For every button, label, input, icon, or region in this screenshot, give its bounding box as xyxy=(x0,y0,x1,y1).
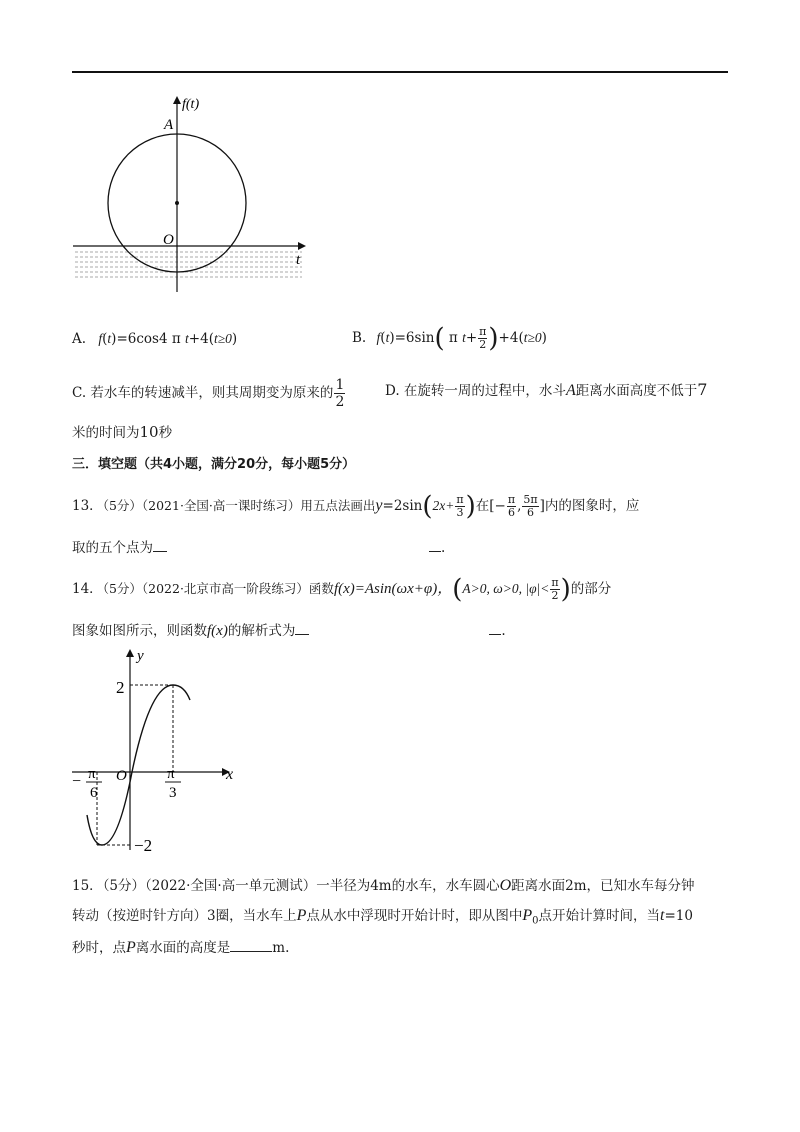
q15-line-1-var: O xyxy=(499,877,512,894)
q13-text-after: ]内的图象时，应 xyxy=(539,498,640,514)
option-d-num2: 10 xyxy=(139,423,159,441)
q14-line-2-end: . xyxy=(501,623,506,639)
option-d-num: 7 xyxy=(697,380,708,399)
q13-int-b xyxy=(522,494,538,519)
y-axis-arrow xyxy=(126,649,134,657)
q14-number: 14． xyxy=(72,581,103,597)
q15-line-2-d: =10 xyxy=(664,908,693,924)
option-b-prefix: B. xyxy=(352,330,367,346)
option-c-frac-num: 1 xyxy=(335,377,345,393)
q14-meta: （5分）（2022·北京市高一阶段练习）函数 xyxy=(102,581,334,596)
option-d-var: A xyxy=(565,382,576,399)
water-wheel-figure xyxy=(70,92,320,297)
point-a-label: A xyxy=(164,117,174,133)
q15-line-1 xyxy=(72,876,695,896)
q13-meta: （5分）（2021·全国·高一课时练习）用五点法画出 xyxy=(102,498,376,513)
q15-line-3-b: 离水面的高度是 xyxy=(135,940,231,956)
sine-graph-figure xyxy=(70,645,250,860)
q15-line-2-sub: 0 xyxy=(532,915,539,927)
q15-line-3-c: m. xyxy=(272,940,290,956)
q13-line-2-end: . xyxy=(441,540,446,556)
q14-line-1: 14．（5分）（2022·北京市高一阶段练习）函数f(x)=Asin(ωx+φ)，(A>0, ω>0, |φ|< $\frac{\pi}{2}$ )的部分 xyxy=(72,574,612,605)
q14-line-2-func: f(x) xyxy=(207,623,228,639)
x-right-den: 3 xyxy=(169,785,177,801)
water-hatching xyxy=(75,252,302,277)
q13-int-a-num: π xyxy=(507,493,516,506)
q14-line-2-a: 图象如图所示，则函数 xyxy=(72,623,207,639)
q13-int-b-num: 5π xyxy=(523,493,538,506)
q13-answer-blank-2[interactable] xyxy=(429,551,441,552)
q14-cond-frac xyxy=(550,577,559,602)
q13-int-a-den: 6 xyxy=(507,506,515,519)
q13-frac xyxy=(455,494,464,519)
header-rule xyxy=(72,71,728,73)
q15-answer-blank[interactable] xyxy=(230,951,272,952)
q14-func: f(x)=Asin(ωx+φ)， xyxy=(333,581,453,597)
option-d-text-4: 秒 xyxy=(158,425,173,441)
q14-answer-blank-1[interactable] xyxy=(295,634,309,635)
q13-int-a-sign: − xyxy=(494,498,506,514)
t-axis-label: t xyxy=(296,252,301,268)
option-a-prefix: A. xyxy=(72,331,87,347)
q14-text-after: 的部分 xyxy=(570,581,612,597)
q15-line-2-c: 点开始计算时间，当 xyxy=(538,908,661,924)
origin-label: O xyxy=(116,768,127,784)
option-a-arg: t xyxy=(107,331,112,346)
option-a-t: t xyxy=(185,331,189,346)
q15-line-2-var2: P xyxy=(522,907,533,924)
q13-number: 13． xyxy=(72,498,103,514)
option-c-text: C. 若水车的转速减半，则其周期变为原来的 xyxy=(72,385,334,401)
option-b-pi: π xyxy=(448,330,458,346)
q15-line-2-a: 转动（按逆时针方向）3圈，当水车上 xyxy=(72,908,297,924)
sine-curve xyxy=(87,685,190,845)
q13-int-b-den: 6 xyxy=(527,506,534,519)
q14-line-2-b: 的解析式为 xyxy=(227,623,296,639)
f-axis-label: f(t) xyxy=(182,97,200,112)
q15-line-3-a: 秒时，点 xyxy=(72,940,126,956)
option-b-eq: =6sin xyxy=(394,330,435,346)
option-b-plus-frac: + xyxy=(465,330,478,346)
q14-cond-num: π xyxy=(551,576,559,589)
option-b-plus: +4 xyxy=(498,330,519,346)
option-c xyxy=(72,377,346,410)
y-axis-label: y xyxy=(137,648,144,664)
q15-line-3-var: P xyxy=(126,939,136,956)
q15-line-2-b: 点从水中浮现时开始计时，即从图中 xyxy=(306,908,523,924)
q13-answer-blank-1[interactable] xyxy=(153,551,167,552)
q13-line-1: 13．（5分）（2021·全国·高一课时练习）用五点法画出y=2sin(2x+ $\frac{\pi}{3}$ )在[− $\frac{\pi}{6}$ , $\frac{5\pi}{6}$ ]内的图象时，应 xyxy=(72,491,640,522)
y-max-label: 2 xyxy=(116,678,125,697)
y-min-label: −2 xyxy=(134,836,153,855)
option-a: A. f(t)=6cos4 π t+4(t≥0) xyxy=(72,331,238,347)
option-a-plus: +4 xyxy=(188,331,209,347)
option-b-fn: f xyxy=(376,330,381,345)
q13-int-sep: , xyxy=(517,498,522,514)
q14-answer-blank-2[interactable] xyxy=(489,634,501,635)
q13-text-in: 在[ xyxy=(475,498,495,514)
section-3-title: 三．填空题（共4小题，满分20分，每小题5分） xyxy=(72,457,356,472)
option-b-frac-num: π xyxy=(479,325,487,338)
x-right-num: π xyxy=(167,766,175,782)
option-d-text-1: D. 在旋转一周的过程中，水斗 xyxy=(385,383,566,399)
option-d-text-3: 米的时间为 xyxy=(72,425,140,441)
q13-line-2-text: 取的五个点为 xyxy=(72,540,153,556)
option-a-eq: =6cos4 xyxy=(116,331,168,347)
option-b-arg: t xyxy=(385,330,390,345)
option-d-text-2: 距离水面高度不低于 xyxy=(575,383,698,399)
x-left-sign: − xyxy=(72,773,82,790)
q13-func-inner: 2x+ xyxy=(432,498,455,513)
option-a-cond: t≥0 xyxy=(213,331,232,346)
q13-frac-den: 3 xyxy=(456,506,464,519)
center-dot xyxy=(175,201,179,205)
q14-cond: A>0, ω>0, |φ|< xyxy=(462,581,550,596)
q13-int-a xyxy=(507,494,516,519)
x-axis-label: x xyxy=(226,766,234,783)
t-axis-arrow xyxy=(298,242,306,250)
option-d-continued xyxy=(72,422,172,443)
q14-line-2 xyxy=(72,621,506,641)
option-c-frac-den: 2 xyxy=(335,394,345,410)
option-b-cond: t≥0 xyxy=(523,330,542,345)
q15-number: 15． xyxy=(72,878,103,894)
option-d xyxy=(385,380,707,401)
q15-line-2 xyxy=(72,906,693,932)
option-b-frac xyxy=(478,326,487,351)
option-a-pi: π xyxy=(171,331,181,347)
q15-line-2-var3: t xyxy=(660,907,665,924)
q13-frac-num: π xyxy=(456,493,464,506)
option-b-t: t xyxy=(462,330,466,345)
f-axis-arrow xyxy=(173,96,181,104)
x-left-num: π xyxy=(88,766,96,782)
q13-func-eq: =2sin xyxy=(382,498,423,514)
option-b: B. f(t)=6sin( π t+ $\frac{\pi}{2}$ )+4(t≥0) xyxy=(352,323,547,354)
q15-line-3 xyxy=(72,938,289,958)
origin-label: O xyxy=(163,232,174,248)
x-left-den: 6 xyxy=(90,785,98,801)
q15-line-2-var: P xyxy=(296,907,307,924)
q13-func-lhs: y xyxy=(375,497,383,514)
option-c-frac xyxy=(334,377,345,410)
q13-line-2 xyxy=(72,538,445,558)
option-b-frac-den: 2 xyxy=(479,338,487,351)
q14-cond-den: 2 xyxy=(551,589,559,602)
option-a-fn: f xyxy=(98,331,103,346)
q15-line-1-a: （5分）（2022·全国·高一单元测试）一半径为4m的水车，水车圆心 xyxy=(102,878,500,894)
q15-line-1-b: 距离水面2m，已知水车每分钟 xyxy=(511,878,695,894)
